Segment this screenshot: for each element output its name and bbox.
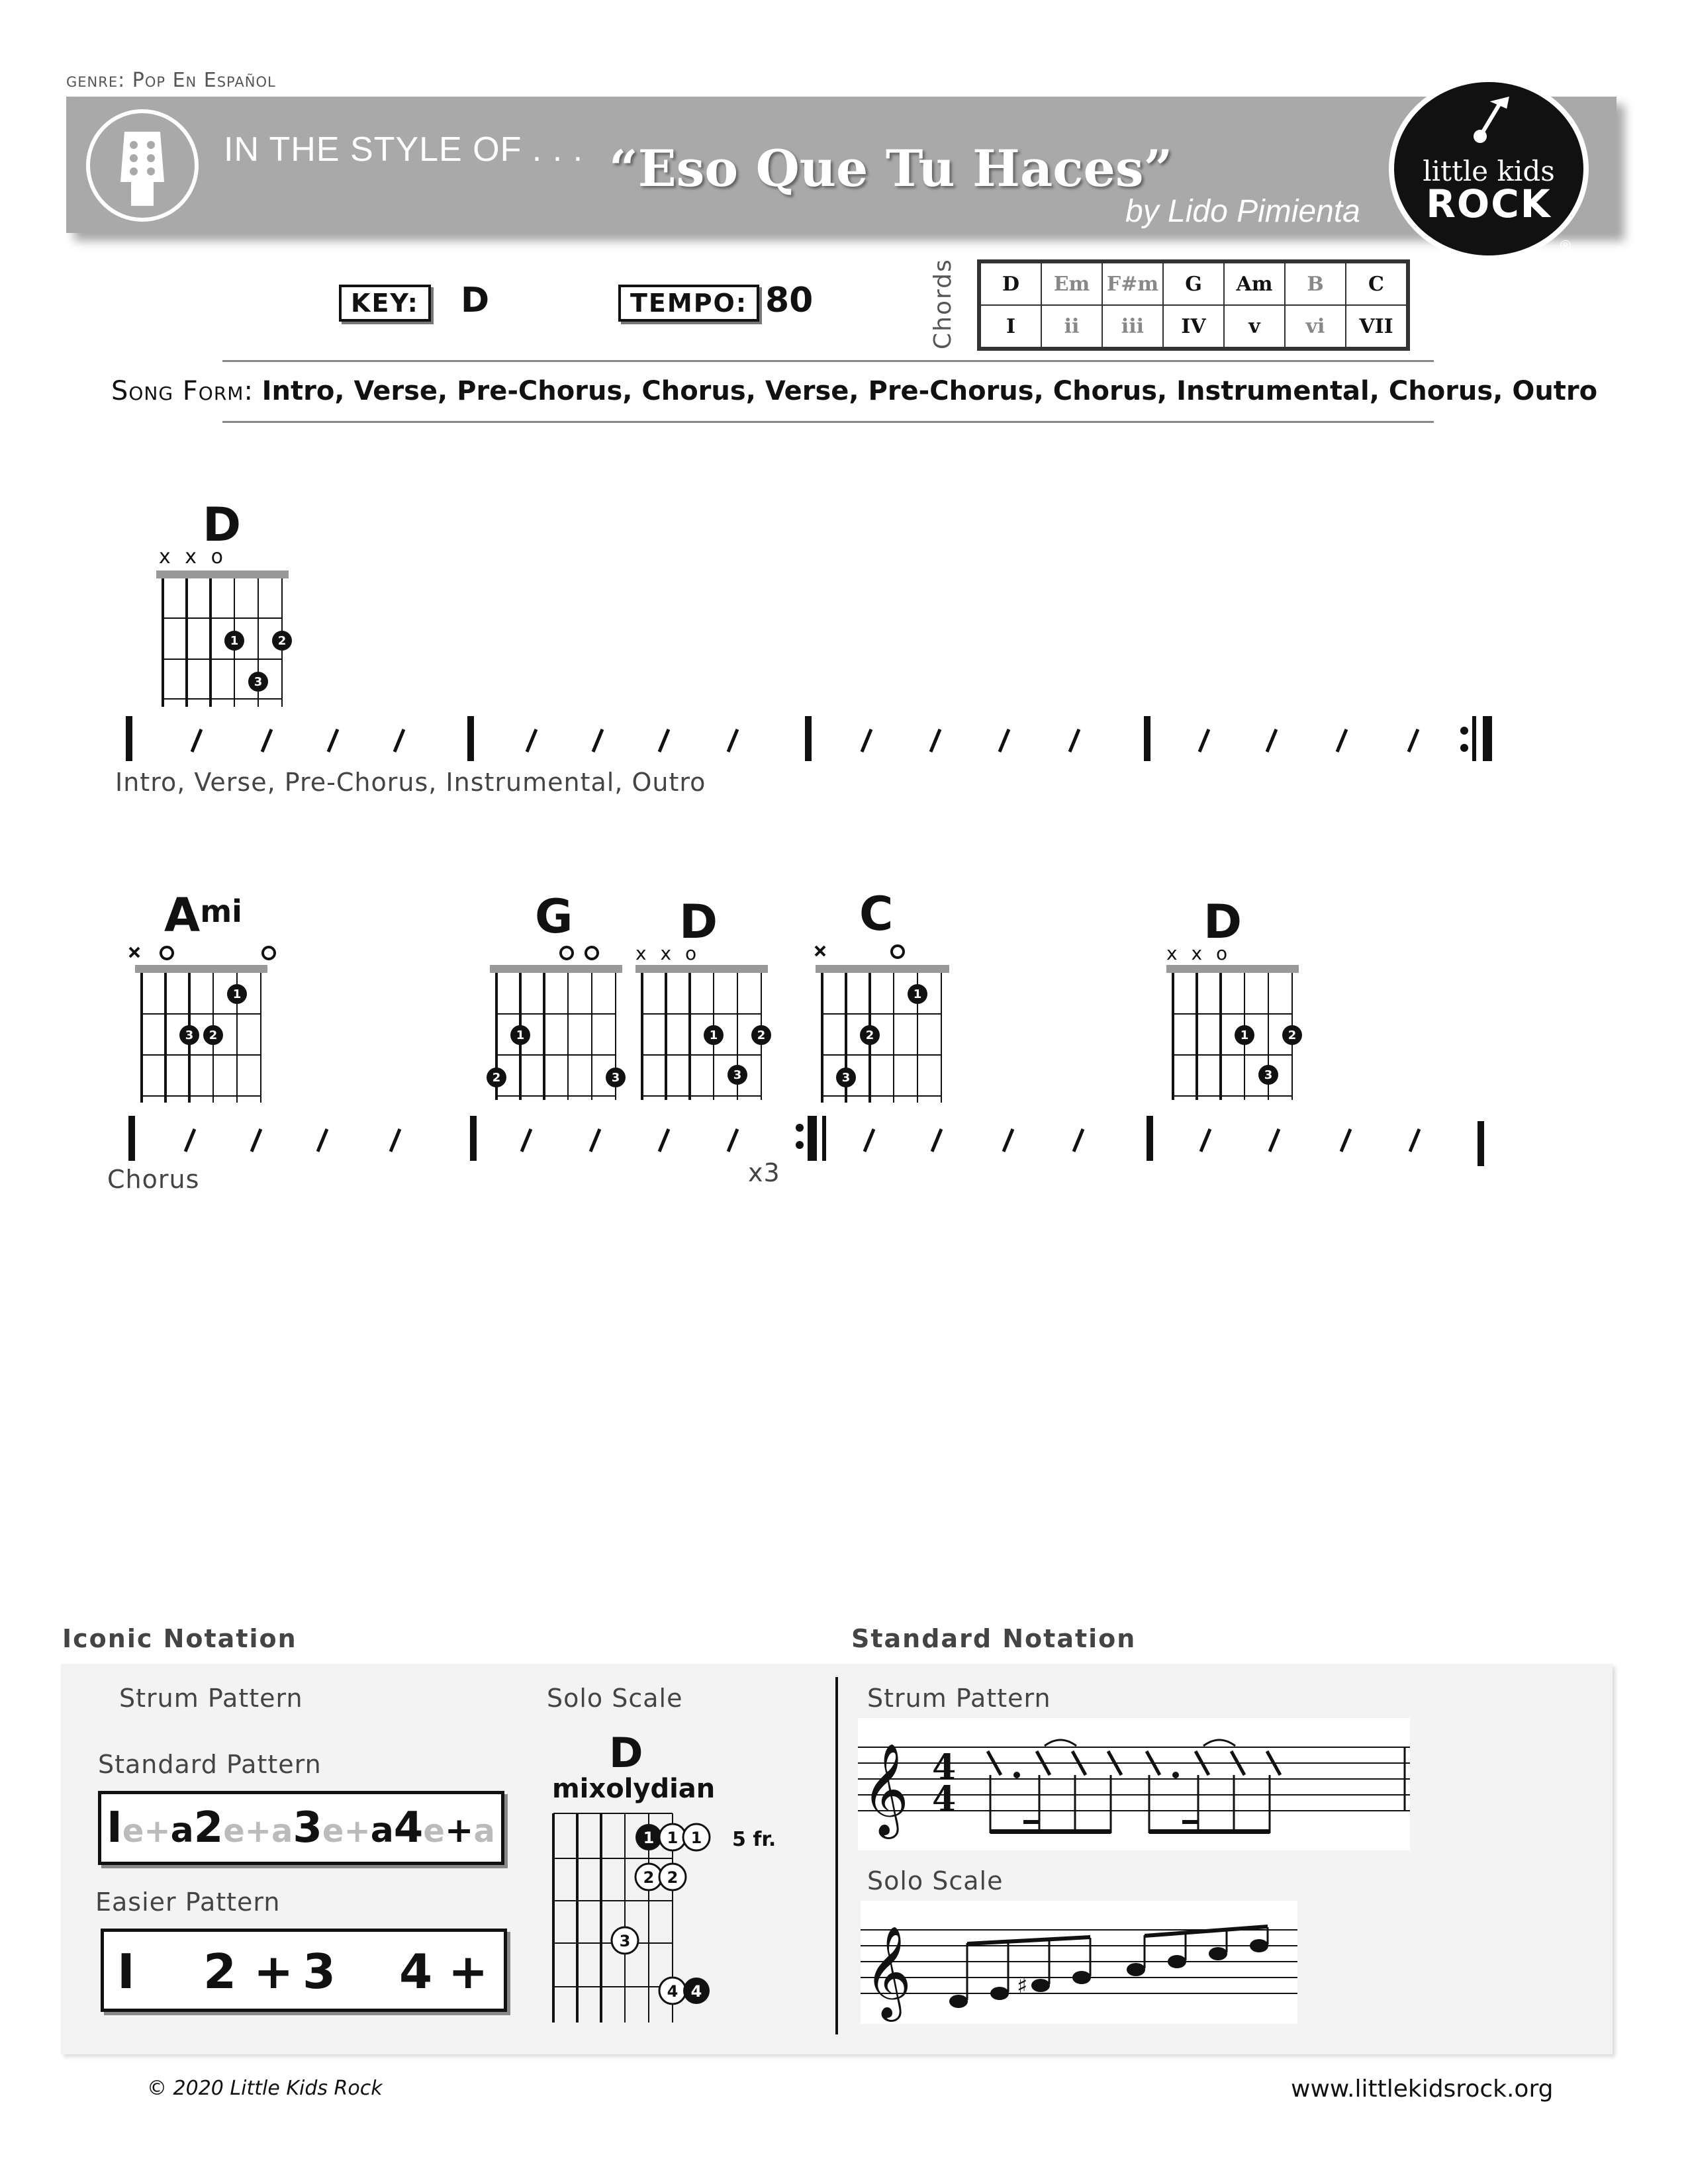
svg-text:x x o: x x o [635, 942, 701, 964]
guitar-logo-icon [1467, 97, 1520, 143]
beat: I [107, 1803, 122, 1852]
sub-beat: a [271, 1813, 293, 1850]
std-strum-label: Strum Pattern [867, 1684, 1051, 1713]
genre-label: genre: Pop En Español [66, 69, 276, 92]
chord-diagram-g [483, 933, 629, 1112]
svg-text:1: 1 [516, 1028, 525, 1042]
scale-key: D [609, 1729, 643, 1777]
table-cell: Em [1041, 261, 1102, 305]
strum-notation-staff [858, 1718, 1410, 1850]
sub-beat: e [122, 1813, 144, 1850]
row2-section: Chorus [107, 1165, 200, 1194]
beat: 4 [393, 1803, 424, 1852]
beat: 4 [399, 1944, 433, 1999]
style-of-label: IN THE STYLE OF . . . [224, 130, 584, 169]
chord-row [979, 261, 1408, 305]
open-mute-markers: x x o [159, 545, 227, 569]
svg-text:3: 3 [733, 1068, 742, 1082]
svg-text:2: 2 [667, 1868, 679, 1887]
table-cell: v [1224, 305, 1285, 349]
tempo-value: 80 [765, 281, 814, 320]
website-link[interactable]: www.littlekidsrock.org [1291, 2075, 1554, 2103]
svg-text:3: 3 [254, 675, 263, 689]
table-cell: I [979, 305, 1041, 349]
sub-beat: a [370, 1811, 394, 1850]
table-cell: IV [1163, 305, 1224, 349]
standard-pattern-box [98, 1791, 504, 1865]
beat: 2 [193, 1803, 224, 1852]
chord-root: A [164, 888, 201, 942]
sub-beat: e [223, 1813, 245, 1850]
table-cell: C [1346, 261, 1408, 305]
repeat-count: x3 [748, 1158, 780, 1187]
song-form-label: Song Form: [111, 376, 254, 406]
table-cell: Am [1224, 261, 1285, 305]
panel-divider [835, 1677, 838, 2034]
key-label: KEY: [339, 285, 431, 322]
registered-mark: ® [1558, 238, 1573, 255]
chord-name-c: C [859, 887, 894, 941]
standard-pattern-label: Standard Pattern [98, 1750, 322, 1779]
guitar-headstock-icon [86, 109, 199, 222]
sub-beat: + [444, 1811, 474, 1850]
table-cell: ii [1041, 305, 1102, 349]
svg-text:2: 2 [865, 1028, 874, 1042]
chord-name-g: G [535, 889, 573, 944]
strum-pattern-label: Strum Pattern [119, 1684, 303, 1713]
beat: + [448, 1944, 489, 1999]
svg-text:3: 3 [611, 1071, 620, 1085]
chord-numeral-table [977, 259, 1410, 351]
svg-text:1: 1 [230, 634, 239, 648]
svg-text:2: 2 [492, 1071, 501, 1085]
song-form [111, 376, 1597, 406]
sub-beat: + [144, 1813, 171, 1850]
svg-text:3: 3 [1264, 1068, 1273, 1082]
beat: I [117, 1944, 135, 1999]
sub-beat: + [244, 1813, 271, 1850]
svg-text:2: 2 [643, 1868, 655, 1887]
chord-name-d: D [679, 895, 718, 949]
divider [222, 421, 1434, 423]
svg-text:1: 1 [232, 987, 242, 1001]
scale-mode: mixolydian [552, 1774, 716, 1804]
key-value: D [461, 281, 490, 320]
svg-text:3: 3 [841, 1071, 851, 1085]
artist-name: by Lido Pimienta [1125, 194, 1360, 229]
tempo-label: TEMPO: [618, 285, 759, 322]
table-cell: G [1163, 261, 1224, 305]
copyright: © 2020 Little Kids Rock [147, 2077, 383, 2100]
iconic-notation-heading: Iconic Notation [62, 1624, 297, 1653]
svg-text:1: 1 [1240, 1028, 1249, 1042]
solo-scale-diagram [549, 1811, 728, 2029]
svg-text:2: 2 [209, 1028, 218, 1042]
sub-beat: + [344, 1813, 371, 1850]
sub-beat: e [322, 1813, 344, 1850]
beat: + [254, 1944, 294, 1999]
svg-text:2: 2 [277, 634, 287, 648]
svg-text:2: 2 [1288, 1028, 1297, 1042]
logo-text-top: little kids [1423, 155, 1555, 187]
beat: 3 [293, 1803, 322, 1852]
chord-diagram-am [123, 933, 282, 1112]
beat: 2 [203, 1944, 237, 1999]
svg-text:x x o: x x o [1166, 942, 1232, 964]
svg-text:♯: ♯ [1017, 1973, 1028, 1999]
fret-position-label: 5 fr. [732, 1828, 776, 1851]
std-solo-label: Solo Scale [867, 1866, 1004, 1895]
numeral-row [979, 305, 1408, 349]
sub-beat: e [423, 1813, 445, 1850]
svg-text:4: 4 [667, 1982, 679, 2001]
table-cell: iii [1102, 305, 1163, 349]
chord-name-d: D [1203, 895, 1243, 949]
sub-beat: a [170, 1811, 194, 1850]
svg-text:𝄞: 𝄞 [865, 1926, 912, 2018]
row1-sections: Intro, Verse, Pre-Chorus, Instrumental, Outro [115, 768, 706, 797]
svg-text:1: 1 [667, 1829, 679, 1847]
easier-pattern-box [101, 1929, 507, 2012]
svg-text:1: 1 [709, 1028, 718, 1042]
table-cell: vi [1285, 305, 1346, 349]
song-title: “Eso Que Tu Haces” [609, 139, 1173, 198]
solo-scale-label: Solo Scale [547, 1684, 683, 1713]
table-cell: B [1285, 261, 1346, 305]
chord-diagram-d-2 [629, 933, 774, 1112]
sub-beat: a [473, 1813, 495, 1850]
svg-text:3: 3 [619, 1932, 631, 1950]
chord-diagram-d [152, 567, 298, 712]
little-kids-rock-logo [1389, 77, 1589, 261]
song-form-value: Intro, Verse, Pre-Chorus, Chorus, Verse, Pre-Chorus, Chorus, Instrumental, Chorus, Outro [261, 376, 1598, 406]
chord-name-d: D [203, 498, 242, 552]
solo-scale-staff [861, 1901, 1297, 2024]
svg-text:4: 4 [690, 1982, 702, 2001]
table-cell: F#m [1102, 261, 1163, 305]
chord-diagram-c [808, 933, 960, 1112]
easier-pattern-label: Easier Pattern [95, 1888, 281, 1917]
svg-text:2: 2 [757, 1028, 766, 1042]
rhythm-line-row1 [119, 709, 1509, 776]
chord-quality: mi [200, 893, 242, 929]
svg-text:4: 4 [932, 1779, 957, 1819]
chord-diagram-d-3 [1160, 933, 1305, 1112]
svg-text:3: 3 [185, 1028, 194, 1042]
table-cell: D [979, 261, 1041, 305]
svg-text:1: 1 [643, 1829, 655, 1847]
svg-text:𝄞: 𝄞 [862, 1743, 909, 1835]
divider [222, 360, 1434, 362]
standard-notation-heading: Standard Notation [851, 1624, 1137, 1653]
logo-text-bottom: ROCK [1426, 181, 1552, 226]
beat: 3 [303, 1944, 336, 1999]
table-cell: VII [1346, 305, 1408, 349]
chords-vertical-label: Chords [929, 258, 957, 349]
svg-text:1: 1 [690, 1829, 702, 1847]
rhythm-line-row2 [119, 1109, 1509, 1175]
svg-text:4: 4 [932, 1747, 957, 1788]
svg-text:1: 1 [913, 987, 922, 1001]
